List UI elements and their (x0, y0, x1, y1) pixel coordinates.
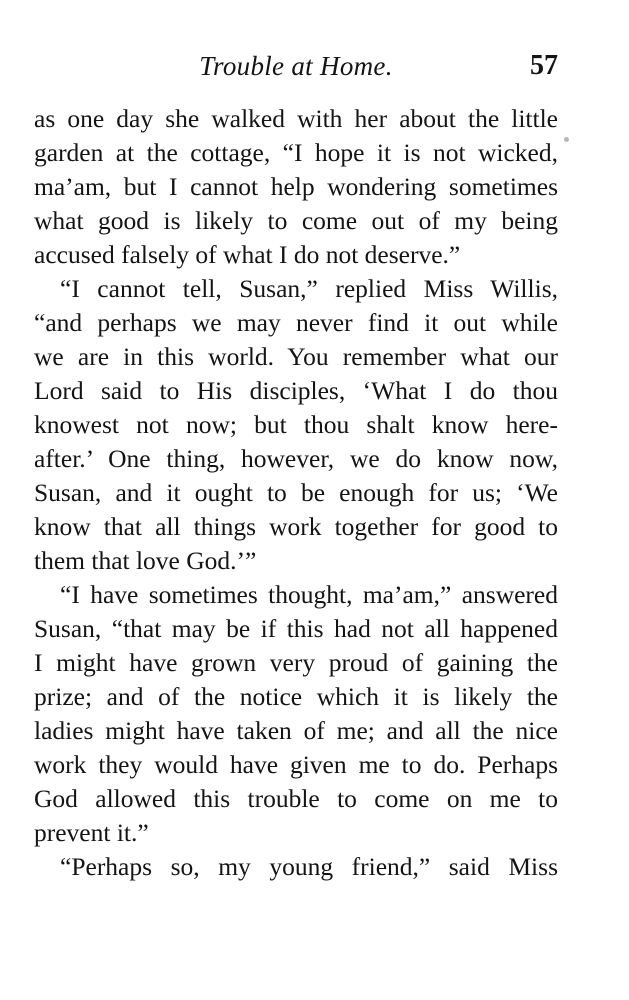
text-line: Susan, and it ought to be enough for us; ‘We (34, 478, 558, 507)
text-line: I might have grown very proud of gaining the (34, 648, 558, 677)
text-line: Susan, “that may be if this had not all happened (34, 614, 558, 643)
body-text (34, 102, 558, 884)
text-line: knowest not now; but thou shalt know here- (34, 410, 558, 439)
text-line: as one day she walked with her about the little (34, 104, 558, 133)
text-line: ma’am, but I cannot help wondering sometimes (34, 172, 558, 201)
text-line: accused falsely of what I do not deserve.” (34, 240, 461, 269)
text-line: what good is likely to come out of my being (34, 206, 558, 235)
text-line: ladies might have taken of me; and all the nice (34, 716, 558, 745)
text-line: prize; and of the notice which it is likely the (34, 682, 558, 711)
text-line: work they would have given me to do. Perhaps (34, 750, 558, 779)
text-line: know that all things work together for good to (34, 512, 558, 541)
text-line: “Perhaps so, my young friend,” said Miss (60, 852, 558, 881)
paper-speck (564, 137, 569, 142)
text-line: God allowed this trouble to come on me to (34, 784, 558, 813)
page-number: 57 (530, 50, 558, 81)
text-line: we are in this world. You remember what our (34, 342, 558, 371)
text-line: “I have sometimes thought, ma’am,” answered (60, 580, 558, 609)
running-head: Trouble at Home. (199, 51, 393, 81)
text-line: Lord said to His disciples, ‘What I do thou (34, 376, 558, 405)
text-line: them that love God.’” (34, 546, 257, 575)
text-line: garden at the cottage, “I hope it is not wicked, (34, 138, 558, 167)
page-header (34, 46, 558, 86)
text-line: “and perhaps we may never find it out while (34, 308, 558, 337)
text-line: prevent it.” (34, 818, 149, 847)
text-line: “I cannot tell, Susan,” replied Miss Willis, (60, 274, 558, 303)
text-line: after.’ One thing, however, we do know now, (34, 444, 558, 473)
